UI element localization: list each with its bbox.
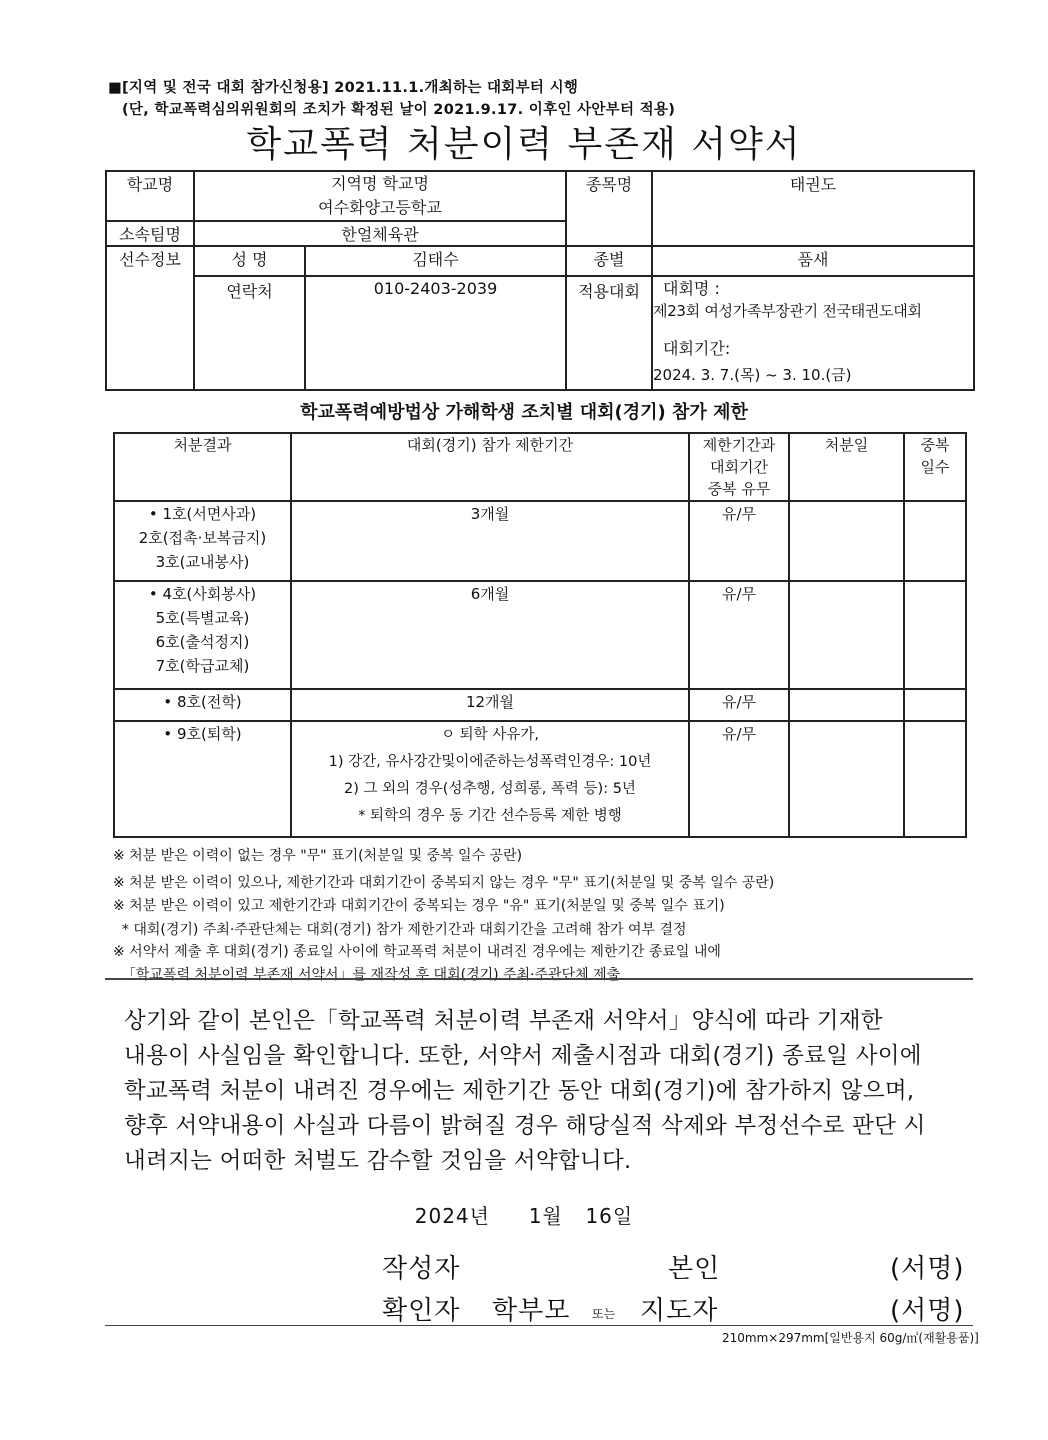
row-item: 7호(학급교체) bbox=[155, 657, 250, 675]
category-label: 종별 bbox=[566, 246, 652, 276]
note-6: 「학교폭력 처분이력 부존재 서약서」를 재작성 후 대회(경기) 주최·주관단체 제출 bbox=[113, 967, 621, 983]
header-days-line2: 일수 bbox=[920, 458, 950, 476]
row2-period: 6개월 bbox=[291, 581, 689, 689]
row3-period: 12개월 bbox=[291, 689, 689, 721]
header-date: 처분일 bbox=[789, 433, 904, 501]
discipline-table bbox=[113, 432, 967, 838]
category-value: 품새 bbox=[652, 246, 974, 276]
row2-items bbox=[114, 581, 291, 689]
name-label: 성 명 bbox=[194, 246, 305, 276]
team-label: 소속팀명 bbox=[106, 221, 194, 246]
row1-days bbox=[904, 501, 966, 581]
row4-period bbox=[291, 721, 689, 837]
row-item: • 4호(사회봉사) bbox=[148, 585, 257, 603]
table-row bbox=[114, 581, 966, 689]
pledge-text bbox=[124, 1004, 1004, 1179]
event-value: 태권도 bbox=[652, 171, 974, 246]
table-row bbox=[114, 501, 966, 581]
note-2: ※ 처분 받은 이력이 있으나, 제한기간과 대회기간이 중복되지 않는 경우 "무" 표기(처분일 및 중복 일수 공란) bbox=[113, 875, 775, 891]
tournament-cell bbox=[652, 276, 974, 390]
pledge-date bbox=[0, 1200, 1048, 1229]
footer-divider bbox=[105, 1325, 973, 1326]
row4-days bbox=[904, 721, 966, 837]
period-line: 2) 그 외의 경우(성추행, 성희롱, 폭력 등): 5년 bbox=[344, 781, 636, 797]
period-line: ㅇ 퇴학 사유가, bbox=[441, 727, 539, 743]
event-label: 종목명 bbox=[566, 171, 652, 246]
row-item: 3호(교내봉사) bbox=[155, 553, 250, 571]
tournament-label: 적용대회 bbox=[566, 276, 652, 390]
note-5: ※ 서약서 제출 후 대회(경기) 종료일 사이에 학교폭력 처분이 내려진 경우에는 제한기간 종료일 내에 bbox=[113, 944, 721, 960]
row4-date bbox=[789, 721, 904, 837]
header-days-line1: 중복 bbox=[920, 436, 950, 454]
school-label: 학교명 bbox=[106, 171, 194, 221]
row1-date bbox=[789, 501, 904, 581]
row2-overlap: 유/무 bbox=[689, 581, 789, 689]
contact-value: 010-2403-2039 bbox=[305, 276, 566, 390]
pledge-line: 향후 서약내용이 사실과 다름이 밝혀질 경우 해당실적 삭제와 부정선수로 판단 시 bbox=[124, 1113, 926, 1139]
note-4: * 대회(경기) 주최·주관단체는 대회(경기) 참가 제한기간과 대회기간을 고려해 참가 여부 결정 bbox=[113, 922, 687, 938]
section-title: 학교폭력예방법상 가해학생 조치별 대회(경기) 참가 제한 bbox=[300, 402, 748, 423]
contact-label: 연락처 bbox=[194, 276, 305, 390]
divider bbox=[105, 978, 973, 980]
row1-overlap: 유/무 bbox=[689, 501, 789, 581]
date-year: 2024년 bbox=[414, 1204, 490, 1228]
writer-sign: (서명) bbox=[890, 1254, 965, 1284]
school-value: 여수화양고등학교 bbox=[318, 198, 442, 217]
writer-label: 작성자 bbox=[382, 1254, 461, 1284]
confirm-sign: (서명) bbox=[890, 1296, 965, 1326]
row4-items: • 9호(퇴학) bbox=[114, 721, 291, 837]
row1-items bbox=[114, 501, 291, 581]
confirm-coach: 지도자 bbox=[640, 1296, 719, 1326]
date-month: 1월 bbox=[528, 1204, 563, 1228]
header-days bbox=[904, 433, 966, 501]
period-line: 1) 강간, 유사강간및이에준하는성폭력인경우: 10년 bbox=[328, 754, 652, 770]
date-day: 16일 bbox=[585, 1204, 634, 1228]
header-result: 처분결과 bbox=[114, 433, 291, 501]
period-line: * 퇴학의 경우 동 기간 선수등록 제한 병행 bbox=[358, 808, 622, 824]
header-period: 대회(경기) 참가 제한기간 bbox=[291, 433, 689, 501]
tournament-name-label: 대회명 : bbox=[663, 279, 720, 298]
row2-days bbox=[904, 581, 966, 689]
table-row bbox=[114, 689, 966, 721]
row-item: 2호(접촉·보복금지) bbox=[138, 529, 267, 547]
header-overlap-line3: 중복 유무 bbox=[707, 480, 771, 498]
header-overlap-line1: 제한기간과 bbox=[702, 436, 776, 454]
pledge-line: 상기와 같이 본인은「학교폭력 처분이력 부존재 서약서」양식에 따라 기재한 bbox=[124, 1008, 883, 1034]
table-row bbox=[114, 721, 966, 837]
player-label: 선수정보 bbox=[106, 246, 194, 390]
footer-paper-spec: 210mm×297mm[일반용지 60g/㎡(재활용품)] bbox=[722, 1331, 979, 1345]
row-item: • 1호(서면사과) bbox=[148, 505, 257, 523]
row1-period: 3개월 bbox=[291, 501, 689, 581]
row4-overlap: 유/무 bbox=[689, 721, 789, 837]
tournament-period-label: 대회기간: bbox=[663, 339, 731, 358]
info-table bbox=[105, 170, 975, 391]
header-overlap-line2: 대회기간 bbox=[710, 458, 768, 476]
notice-line-2: (단, 학교폭력심의위원회의 조치가 확정된 날이 2021.9.17. 이후인 사안부터 적용) bbox=[122, 102, 676, 118]
pledge-line: 내용이 사실임을 확인합니다. 또한, 서약서 제출시점과 대회(경기) 종료일 사이에 bbox=[124, 1043, 922, 1069]
writer-value: 본인 bbox=[668, 1254, 721, 1284]
row3-overlap: 유/무 bbox=[689, 689, 789, 721]
school-hint: 지역명 학교명 bbox=[331, 174, 429, 193]
row3-date bbox=[789, 689, 904, 721]
tournament-name: 제23회 여성가족부장관기 전국태권도대회 bbox=[653, 302, 922, 320]
row3-days bbox=[904, 689, 966, 721]
team-value: 한얼체육관 bbox=[194, 221, 566, 246]
pledge-line: 내려지는 어떠한 처벌도 감수할 것임을 서약합니다. bbox=[124, 1148, 632, 1174]
confirm-label: 확인자 bbox=[382, 1296, 461, 1326]
pledge-line: 학교폭력 처분이 내려진 경우에는 제한기간 동안 대회(경기)에 참가하지 않으며, bbox=[124, 1078, 915, 1104]
row3-items: • 8호(전학) bbox=[114, 689, 291, 721]
row-item: 5호(특별교육) bbox=[155, 609, 250, 627]
confirm-parent: 학부모 bbox=[492, 1296, 571, 1326]
school-cell bbox=[194, 171, 566, 221]
header-overlap bbox=[689, 433, 789, 501]
name-value: 김태수 bbox=[305, 246, 566, 276]
notice-line-1: ■[지역 및 전국 대회 참가신청용] 2021.11.1.개최하는 대회부터 시행 bbox=[108, 80, 579, 96]
tournament-period: 2024. 3. 7.(목) ~ 3. 10.(금) bbox=[653, 366, 852, 384]
row2-date bbox=[789, 581, 904, 689]
confirm-or: 또는 bbox=[592, 1307, 616, 1321]
row-item: 6호(출석정지) bbox=[155, 633, 250, 651]
page-title: 학교폭력 처분이력 부존재 서약서 bbox=[246, 124, 802, 165]
note-1: ※ 처분 받은 이력이 없는 경우 "무" 표기(처분일 및 중복 일수 공란) bbox=[113, 848, 523, 864]
note-3: ※ 처분 받은 이력이 있고 제한기간과 대회기간이 중복되는 경우 "유" 표기(처분일 및 중복 일수 표기) bbox=[113, 898, 725, 914]
